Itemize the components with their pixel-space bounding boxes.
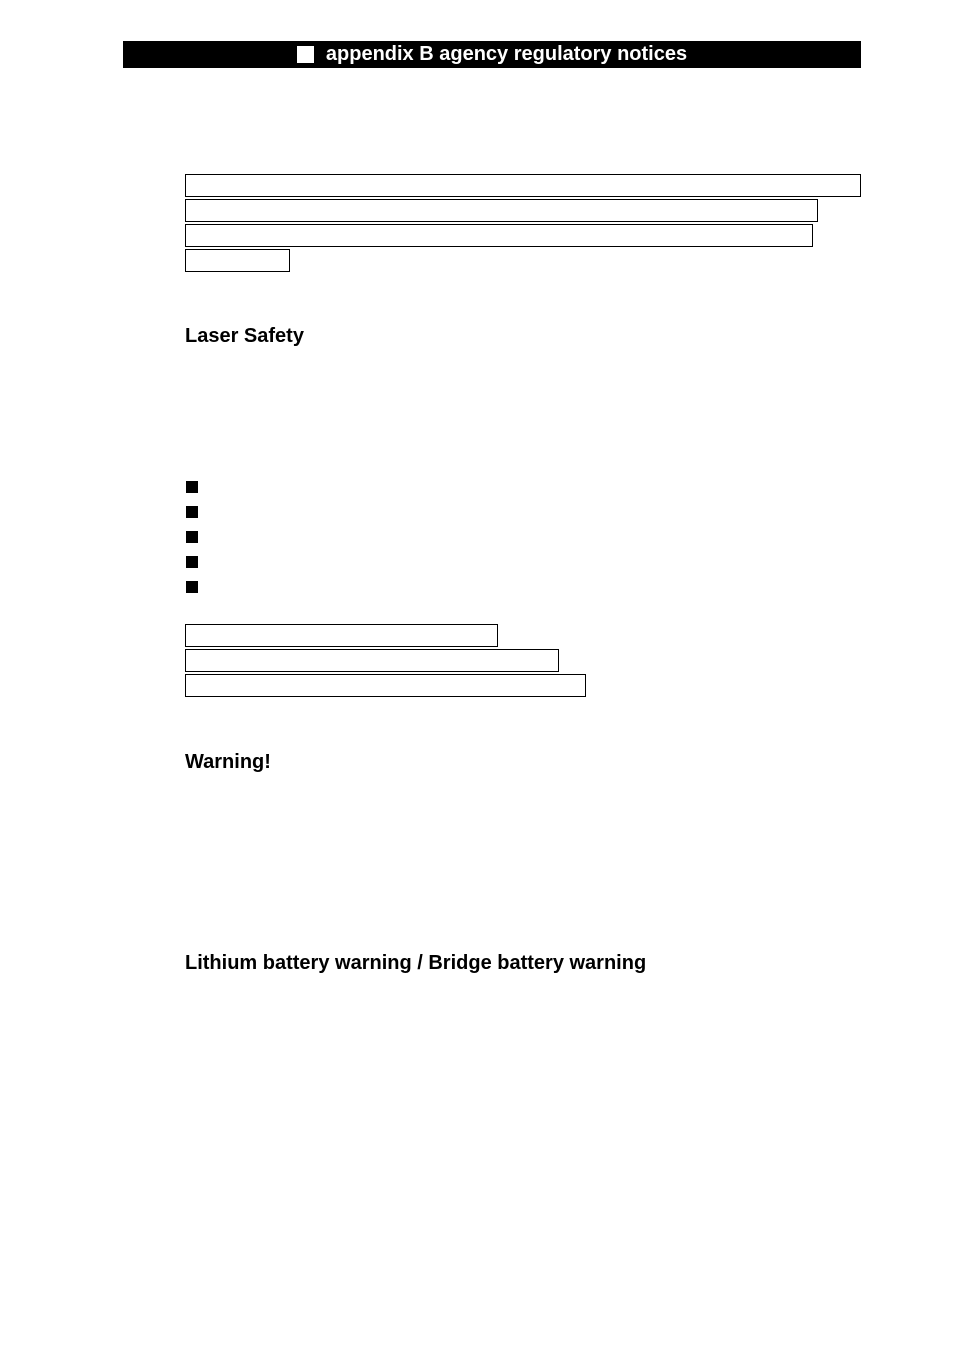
redacted-text-box — [185, 649, 559, 672]
page-title: appendix B agency regulatory notices — [325, 43, 688, 65]
redacted-text-box — [185, 174, 861, 197]
square-bullet-icon — [186, 531, 198, 543]
square-bullet-icon — [297, 46, 314, 63]
redacted-text-box — [185, 249, 290, 272]
redacted-text-box — [185, 199, 818, 222]
redacted-text-box — [185, 674, 586, 697]
square-bullet-icon — [186, 481, 198, 493]
square-bullet-icon — [186, 506, 198, 518]
laser-safety-heading: Laser Safety — [185, 325, 304, 347]
redacted-text-box — [185, 624, 498, 647]
square-bullet-icon — [186, 556, 198, 568]
section-header-bar — [123, 41, 861, 68]
redacted-text-box — [185, 224, 813, 247]
warning-heading: Warning! — [185, 751, 271, 773]
battery-warning-heading: Lithium battery warning / Bridge battery warning — [185, 952, 647, 974]
square-bullet-icon — [186, 581, 198, 593]
